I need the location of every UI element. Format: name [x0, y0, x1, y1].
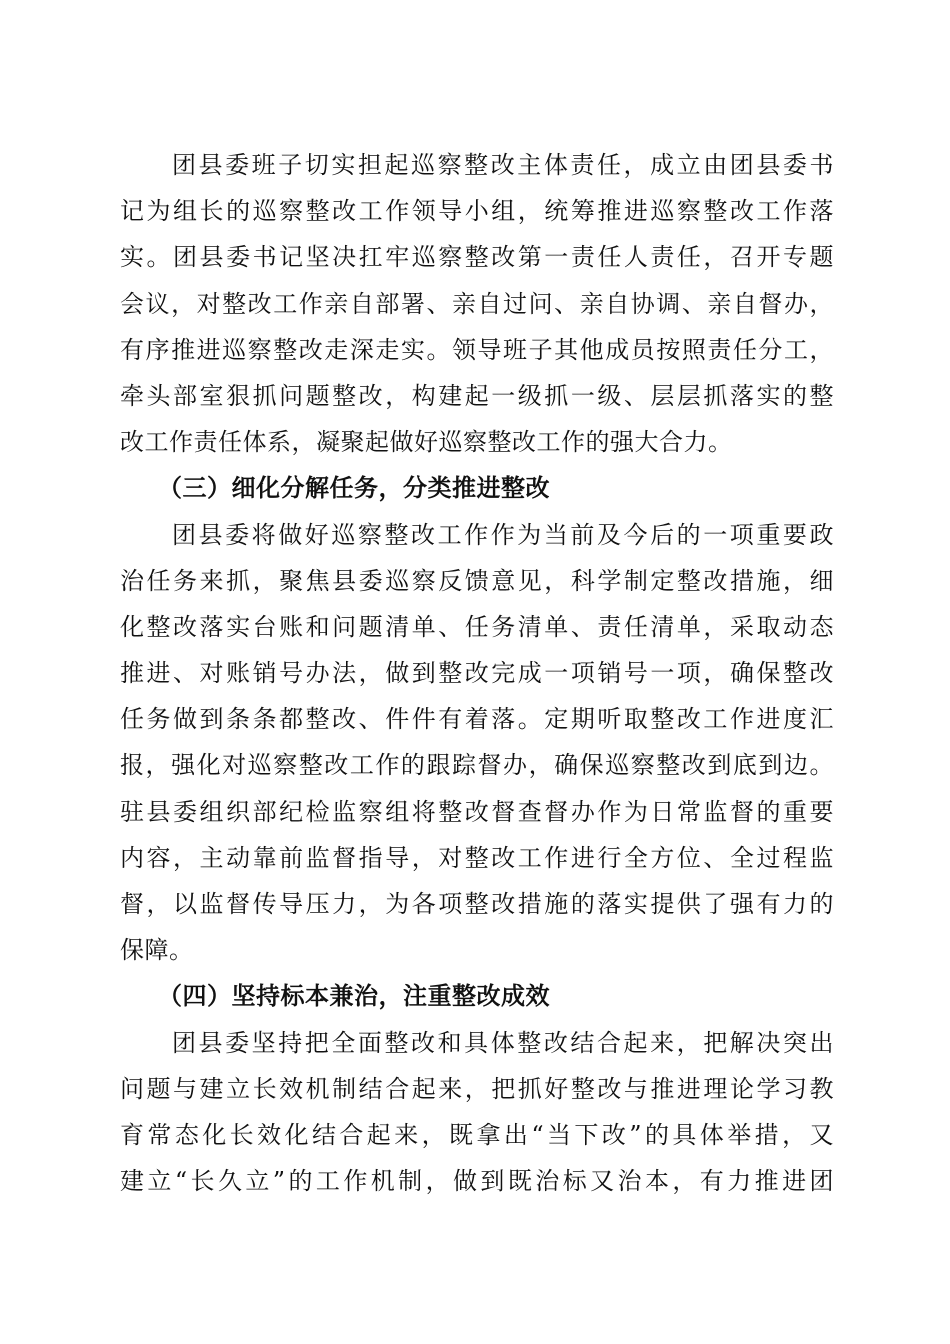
paragraph-line: 问题与建立长效机制结合起来，把抓好整改与推进理论学习教	[120, 1074, 834, 1103]
paragraph-line: 团县委班子切实担起巡察整改主体责任，成立由团县委书	[172, 151, 834, 179]
paragraph-line: 会议，对整改工作亲自部署、亲自过问、亲自协调、亲自督办，	[120, 289, 834, 318]
paragraph-line: 建立“长久立”的工作机制，做到既治标又治本，有力推进团	[120, 1167, 834, 1196]
section-heading-3: （三）细化分解任务，分类推进整改	[158, 473, 550, 503]
paragraph-line: 团县委将做好巡察整改工作作为当前及今后的一项重要政	[172, 520, 834, 549]
paragraph-line: 牵头部室狠抓问题整改，构建起一级抓一级、层层抓落实的整	[120, 381, 834, 410]
paragraph-line: 治任务来抓，聚焦县委巡察反馈意见，科学制定整改措施，细	[120, 566, 834, 595]
paragraph-line: 保障。	[120, 936, 194, 965]
document-body	[120, 142, 834, 1204]
paragraph-responsibility	[120, 142, 834, 465]
paragraph-line: 记为组长的巡察整改工作领导小组，统筹推进巡察整改工作落	[120, 197, 834, 226]
paragraph-line: 育常态化长效化结合起来，既拿出“当下改”的具体举措，又	[120, 1120, 834, 1149]
paragraph-line: 团县委坚持把全面整改和具体整改结合起来，把解决突出	[172, 1028, 834, 1057]
section-heading-4: （四）坚持标本兼治，注重整改成效	[158, 981, 550, 1011]
paragraph-task-breakdown	[120, 512, 834, 974]
paragraph-line: 督，以监督传导压力，为各项整改措施的落实提供了强有力的	[120, 890, 834, 918]
paragraph-line: 有序推进巡察整改走深走实。领导班子其他成员按照责任分工，	[120, 335, 834, 364]
paragraph-line: 改工作责任体系，凝聚起做好巡察整改工作的强大合力。	[120, 428, 733, 457]
paragraph-line: 推进、对账销号办法，做到整改完成一项销号一项，确保整改	[120, 659, 834, 688]
paragraph-line: 实。团县委书记坚决扛牢巡察整改第一责任人责任，召开专题	[120, 243, 834, 272]
paragraph-line: 驻县委组织部纪检监察组将整改督查督办作为日常监督的重要	[120, 797, 834, 826]
paragraph-line: 内容，主动靠前监督指导，对整改工作进行全方位、全过程监	[120, 843, 834, 872]
paragraph-line: 任务做到条条都整改、件件有着落。定期听取整改工作进度汇	[120, 705, 834, 734]
paragraph-root-causes	[120, 1020, 834, 1205]
paragraph-line: 化整改落实台账和问题清单、任务清单、责任清单，采取动态	[120, 612, 834, 641]
paragraph-line: 报，强化对巡察整改工作的跟踪督办，确保巡察整改到底到边。	[120, 751, 834, 780]
